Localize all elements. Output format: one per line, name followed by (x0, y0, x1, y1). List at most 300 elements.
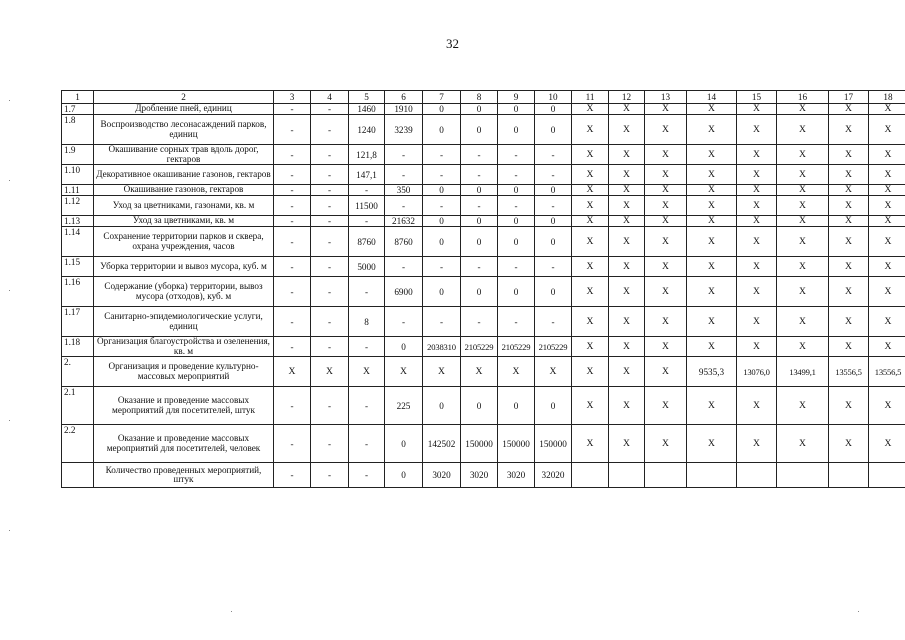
table-cell: X (645, 115, 687, 145)
table-cell: X (829, 425, 869, 463)
table-cell: X (645, 104, 687, 115)
table-cell: X (461, 357, 498, 387)
table-cell: X (829, 277, 869, 307)
table-cell: 0 (385, 463, 423, 488)
column-header: 14 (687, 91, 737, 104)
row-name: Организация благоустройства и озеленения, кв. м (94, 337, 274, 357)
table-cell: X (687, 145, 737, 165)
table-cell: - (423, 165, 461, 185)
table-row (62, 257, 905, 277)
table-cell: - (349, 185, 385, 196)
table-row (62, 185, 905, 196)
table-cell: 0 (423, 387, 461, 425)
page-number: 32 (446, 36, 459, 51)
table-cell: 0 (498, 185, 535, 196)
table-cell: X (609, 145, 645, 165)
table-cell: X (609, 196, 645, 216)
table-cell: 0 (498, 216, 535, 227)
row-name: Организация и проведение культурно-массовых мероприятий (94, 357, 274, 387)
table-cell: X (609, 104, 645, 115)
table-cell: X (535, 357, 572, 387)
table-cell: X (609, 185, 645, 196)
table-cell: X (869, 307, 905, 337)
row-name: Оказание и проведение массовых мероприятий для посетителей, человек (94, 425, 274, 463)
table-cell: 0 (498, 115, 535, 145)
table-cell: X (645, 196, 687, 216)
table-cell: 0 (535, 115, 572, 145)
table-cell: - (311, 257, 349, 277)
column-header: 4 (311, 91, 349, 104)
table-cell: 225 (385, 387, 423, 425)
table-cell: X (777, 227, 829, 257)
table-cell: 3020 (423, 463, 461, 488)
table-cell: X (777, 387, 829, 425)
table-cell: 0 (423, 216, 461, 227)
table-cell: - (498, 307, 535, 337)
table-row (62, 165, 905, 185)
table-cell (572, 463, 609, 488)
scan-dot (9, 180, 10, 181)
table-cell: X (572, 425, 609, 463)
table-cell: X (829, 387, 869, 425)
table-cell: X (737, 185, 777, 196)
table-row (62, 196, 905, 216)
table-cell: X (829, 196, 869, 216)
table-cell: X (687, 185, 737, 196)
table-cell: X (609, 277, 645, 307)
table-cell: - (423, 145, 461, 165)
table-cell: X (869, 337, 905, 357)
column-header: 13 (645, 91, 687, 104)
table-cell: X (687, 387, 737, 425)
table-cell: 9535,3 (687, 357, 737, 387)
table-cell: - (385, 257, 423, 277)
table-cell: - (311, 307, 349, 337)
row-name: Декоративное окашивание газонов, гектаров (94, 165, 274, 185)
table-cell: 32020 (535, 463, 572, 488)
table-cell: - (274, 463, 311, 488)
table-cell: - (311, 463, 349, 488)
table-cell: X (274, 357, 311, 387)
table-cell: X (645, 257, 687, 277)
table-cell: 0 (498, 227, 535, 257)
table-cell: X (572, 185, 609, 196)
table-cell: 0 (535, 216, 572, 227)
table-cell: - (349, 463, 385, 488)
table-cell: X (687, 257, 737, 277)
table-cell: X (829, 257, 869, 277)
row-name: Окашивание сорных трав вдоль дорог, гектаров (94, 145, 274, 165)
column-header: 6 (385, 91, 423, 104)
table-cell: - (311, 115, 349, 145)
table-cell: X (829, 307, 869, 337)
row-name: Окашивание газонов, гектаров (94, 185, 274, 196)
scan-dot (9, 290, 10, 291)
table-cell: 1460 (349, 104, 385, 115)
table-cell: X (572, 145, 609, 165)
table-cell (687, 463, 737, 488)
table-cell: - (274, 425, 311, 463)
table-cell: X (777, 337, 829, 357)
table-cell: X (829, 115, 869, 145)
scan-dot (9, 100, 10, 101)
table-cell: X (777, 104, 829, 115)
table-cell: - (498, 145, 535, 165)
table-cell: 2105229 (498, 337, 535, 357)
table-cell: X (572, 337, 609, 357)
table-cell: - (498, 196, 535, 216)
row-number: 1.16 (62, 277, 94, 307)
table-cell: 2038310 (423, 337, 461, 357)
table-cell: X (645, 357, 687, 387)
row-number: 1.18 (62, 337, 94, 357)
table-cell: 142502 (423, 425, 461, 463)
table-cell: 3020 (461, 463, 498, 488)
table-cell: X (829, 337, 869, 357)
column-header: 15 (737, 91, 777, 104)
table-cell: - (274, 337, 311, 357)
table-cell: X (869, 165, 905, 185)
table-cell: 13076,0 (737, 357, 777, 387)
table-cell: - (274, 307, 311, 337)
table-cell: - (274, 257, 311, 277)
table-cell: X (737, 196, 777, 216)
table-cell: X (777, 277, 829, 307)
table-cell: X (572, 307, 609, 337)
table-cell: - (385, 307, 423, 337)
table-cell: - (461, 307, 498, 337)
table-cell: X (777, 165, 829, 185)
table-cell: X (737, 227, 777, 257)
table-cell: X (869, 104, 905, 115)
table-cell: 0 (461, 104, 498, 115)
row-name: Количество проведенных мероприятий, штук (94, 463, 274, 488)
table-cell: X (829, 185, 869, 196)
column-header: 5 (349, 91, 385, 104)
scan-dot (9, 530, 10, 531)
table-cell: 147,1 (349, 165, 385, 185)
table-cell: - (461, 257, 498, 277)
table-cell: - (311, 185, 349, 196)
table-cell: - (535, 165, 572, 185)
header-row (62, 91, 905, 104)
row-name: Санитарно-эпидемиологические услуги, единиц (94, 307, 274, 337)
table-cell (777, 463, 829, 488)
table-cell: X (777, 216, 829, 227)
table-cell: X (777, 145, 829, 165)
table-cell: X (572, 196, 609, 216)
report-table (61, 90, 905, 488)
table-cell: X (737, 425, 777, 463)
table-cell: X (572, 165, 609, 185)
table-cell: 0 (535, 185, 572, 196)
table-cell: X (737, 115, 777, 145)
table-cell: - (311, 196, 349, 216)
table-cell: X (609, 257, 645, 277)
table-cell: - (274, 185, 311, 196)
table-row (62, 463, 905, 488)
scan-dot (858, 611, 859, 612)
table-cell: X (609, 307, 645, 337)
table-cell: - (385, 165, 423, 185)
table-cell: X (423, 357, 461, 387)
row-name: Уборка территории и вывоз мусора, куб. м (94, 257, 274, 277)
table-cell: - (274, 387, 311, 425)
table-cell: X (869, 227, 905, 257)
table-cell: - (274, 145, 311, 165)
table-cell: X (869, 196, 905, 216)
table-cell: X (829, 227, 869, 257)
table-cell (829, 463, 869, 488)
row-number: 1.17 (62, 307, 94, 337)
table-cell: X (645, 425, 687, 463)
table-cell: - (311, 387, 349, 425)
table-cell: - (535, 257, 572, 277)
table-cell: - (423, 307, 461, 337)
table-cell: 150000 (535, 425, 572, 463)
table-cell: - (385, 145, 423, 165)
table-cell: X (869, 145, 905, 165)
row-number: 1.10 (62, 165, 94, 185)
table-cell: X (687, 337, 737, 357)
table-cell: 150000 (461, 425, 498, 463)
table-cell: X (645, 307, 687, 337)
table-cell: 13499,1 (777, 357, 829, 387)
table-cell: X (829, 145, 869, 165)
column-header: 7 (423, 91, 461, 104)
row-name: Воспроизводство лесонасаждений парков, единиц (94, 115, 274, 145)
table-cell: - (311, 277, 349, 307)
table-cell: X (609, 387, 645, 425)
table-cell: X (737, 145, 777, 165)
table-cell: 0 (498, 277, 535, 307)
row-number: 1.13 (62, 216, 94, 227)
table-row (62, 357, 905, 387)
table-cell: 5000 (349, 257, 385, 277)
table-cell: - (311, 216, 349, 227)
table-cell: 3020 (498, 463, 535, 488)
table-cell: 8 (349, 307, 385, 337)
table-cell: 0 (535, 104, 572, 115)
table-row (62, 104, 905, 115)
table-row (62, 387, 905, 425)
table-cell: X (572, 216, 609, 227)
row-name: Содержание (уборка) территории, вывоз мусора (отходов), куб. м (94, 277, 274, 307)
table-cell: X (737, 387, 777, 425)
table-cell: X (572, 104, 609, 115)
table-cell (869, 463, 905, 488)
table-cell: 8760 (349, 227, 385, 257)
table-cell: 0 (461, 277, 498, 307)
table-cell: X (777, 425, 829, 463)
column-header: 2 (94, 91, 274, 104)
table-cell: X (777, 307, 829, 337)
table-cell: - (423, 196, 461, 216)
row-number: 1.14 (62, 227, 94, 257)
table-cell: X (572, 357, 609, 387)
table-cell: X (645, 277, 687, 307)
table-cell: - (274, 277, 311, 307)
column-header: 11 (572, 91, 609, 104)
table-cell: X (687, 115, 737, 145)
table-cell: X (869, 277, 905, 307)
table-cell: 13556,5 (869, 357, 905, 387)
table-cell: X (687, 104, 737, 115)
table-cell: X (572, 115, 609, 145)
table-cell: 0 (461, 185, 498, 196)
table-cell: - (274, 196, 311, 216)
table-cell: 6900 (385, 277, 423, 307)
row-number: 1.7 (62, 104, 94, 115)
table-cell: - (423, 257, 461, 277)
table-cell: X (737, 307, 777, 337)
row-number: 1.12 (62, 196, 94, 216)
table-cell: X (645, 165, 687, 185)
table-cell: 121,8 (349, 145, 385, 165)
table-cell: - (311, 165, 349, 185)
table-row (62, 227, 905, 257)
column-header: 3 (274, 91, 311, 104)
row-number: 2. (62, 357, 94, 387)
table-cell: X (609, 216, 645, 227)
table-cell: 21632 (385, 216, 423, 227)
table-cell: X (311, 357, 349, 387)
row-name: Уход за цветниками, газонами, кв. м (94, 196, 274, 216)
table-row (62, 115, 905, 145)
table-cell: - (461, 165, 498, 185)
table-cell: X (645, 227, 687, 257)
table-cell: 0 (423, 115, 461, 145)
scan-dot (9, 420, 10, 421)
row-name: Уход за цветниками, кв. м (94, 216, 274, 227)
table-cell: 150000 (498, 425, 535, 463)
table-cell: - (498, 165, 535, 185)
table-cell: - (461, 145, 498, 165)
row-number: 1.9 (62, 145, 94, 165)
table-cell: X (645, 387, 687, 425)
table-cell: 13556,5 (829, 357, 869, 387)
table-cell: X (687, 196, 737, 216)
column-header: 12 (609, 91, 645, 104)
table-cell: X (498, 357, 535, 387)
table-cell: X (687, 277, 737, 307)
table-cell: X (572, 257, 609, 277)
table-cell: X (687, 425, 737, 463)
table-cell: X (385, 357, 423, 387)
table-cell (737, 463, 777, 488)
table-cell: 0 (461, 216, 498, 227)
table-cell: - (535, 307, 572, 337)
table-cell: - (385, 196, 423, 216)
table-cell: 8760 (385, 227, 423, 257)
table-cell: - (349, 216, 385, 227)
table-cell: X (829, 216, 869, 227)
row-number: 1.15 (62, 257, 94, 277)
table-cell: 0 (535, 227, 572, 257)
table-cell: 350 (385, 185, 423, 196)
row-number (62, 463, 94, 488)
table-cell: 0 (498, 387, 535, 425)
table-cell: X (869, 257, 905, 277)
table-cell: 0 (461, 115, 498, 145)
table-row (62, 216, 905, 227)
table-cell: 0 (535, 277, 572, 307)
table-cell: X (737, 337, 777, 357)
table-cell: 0 (385, 337, 423, 357)
table-cell: X (645, 216, 687, 227)
table-cell: - (349, 425, 385, 463)
table-cell: 0 (423, 277, 461, 307)
table-cell: - (311, 227, 349, 257)
table-cell: X (645, 145, 687, 165)
table-cell: - (535, 196, 572, 216)
table-cell: 0 (535, 387, 572, 425)
column-header: 17 (829, 91, 869, 104)
table-row (62, 307, 905, 337)
table-cell: 1240 (349, 115, 385, 145)
row-number: 1.8 (62, 115, 94, 145)
table-cell: - (349, 277, 385, 307)
table-cell: - (274, 115, 311, 145)
row-name: Оказание и проведение массовых мероприятий для посетителей, штук (94, 387, 274, 425)
table-cell: - (274, 227, 311, 257)
table-cell: 0 (498, 104, 535, 115)
table-cell: X (609, 115, 645, 145)
table-cell: - (461, 196, 498, 216)
column-header: 16 (777, 91, 829, 104)
column-header: 1 (62, 91, 94, 104)
table-cell: X (777, 115, 829, 145)
column-header: 9 (498, 91, 535, 104)
table-row (62, 145, 905, 165)
table-cell: X (609, 425, 645, 463)
table-cell: - (311, 145, 349, 165)
table-cell: X (645, 337, 687, 357)
table-cell: - (498, 257, 535, 277)
table-cell: 3239 (385, 115, 423, 145)
table-cell: X (737, 104, 777, 115)
scan-dot (231, 611, 232, 612)
table-cell: - (349, 337, 385, 357)
table-cell: 0 (385, 425, 423, 463)
table-cell: X (829, 165, 869, 185)
table-cell: X (777, 185, 829, 196)
column-header: 10 (535, 91, 572, 104)
table-cell: - (311, 104, 349, 115)
table-cell: 0 (423, 227, 461, 257)
table-cell: X (572, 277, 609, 307)
table-cell: X (737, 277, 777, 307)
table-cell: X (777, 257, 829, 277)
table-cell: X (829, 104, 869, 115)
table-cell (645, 463, 687, 488)
table-cell: X (609, 227, 645, 257)
column-header: 18 (869, 91, 905, 104)
table-cell: X (777, 196, 829, 216)
table-row (62, 425, 905, 463)
table-cell: 0 (461, 387, 498, 425)
row-name: Дробление пней, единиц (94, 104, 274, 115)
row-number: 1.11 (62, 185, 94, 196)
table-cell: X (737, 257, 777, 277)
table-cell: X (737, 165, 777, 185)
table-cell: X (572, 227, 609, 257)
table-cell: X (869, 425, 905, 463)
table-cell: - (274, 216, 311, 227)
row-number: 2.2 (62, 425, 94, 463)
table-cell: X (572, 387, 609, 425)
table-cell: 1910 (385, 104, 423, 115)
